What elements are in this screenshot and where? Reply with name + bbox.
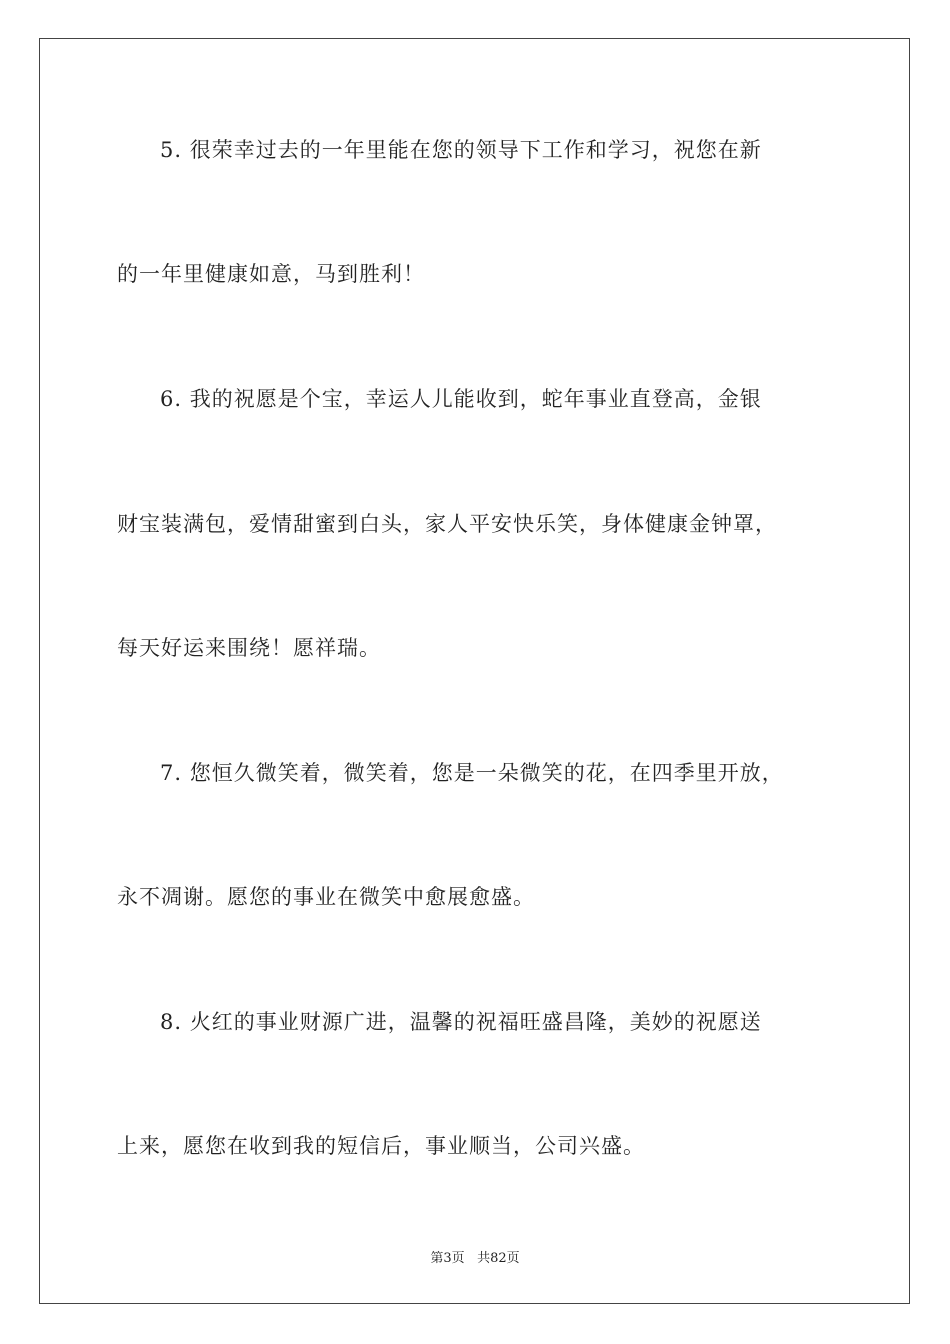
paragraph-5-line-1: 5. 很荣幸过去的一年里能在您的领导下工作和学习，祝您在新: [160, 138, 762, 162]
total-pages-label: 共82页: [477, 1251, 520, 1266]
paragraph-5-line-2: 的一年里健康如意，马到胜利！: [117, 262, 425, 286]
paragraph-7-line-1: 7. 您恒久微笑着，微笑着，您是一朵微笑的花，在四季里开放，: [160, 761, 784, 785]
paragraph-6-line-1: 6. 我的祝愿是个宝，幸运人儿能收到，蛇年事业直登高，金银: [160, 387, 762, 411]
paragraph-8-line-2: 上来，愿您在收到我的短信后，事业顺当，公司兴盛。: [117, 1134, 645, 1158]
paragraph-8-line-1: 8. 火红的事业财源广进，温馨的祝福旺盛昌隆，美妙的祝愿送: [160, 1010, 762, 1034]
paragraph-6-line-3: 每天好运来围绕！愿祥瑞。: [117, 636, 381, 660]
page-footer: [0, 1247, 950, 1266]
current-page-label: 第3页: [430, 1251, 465, 1266]
paragraph-6-line-2: 财宝装满包，爱情甜蜜到白头，家人平安快乐笑，身体健康金钟罩，: [117, 512, 777, 536]
page-border: [39, 38, 910, 1304]
paragraph-7-line-2: 永不凋谢。愿您的事业在微笑中愈展愈盛。: [117, 885, 535, 909]
